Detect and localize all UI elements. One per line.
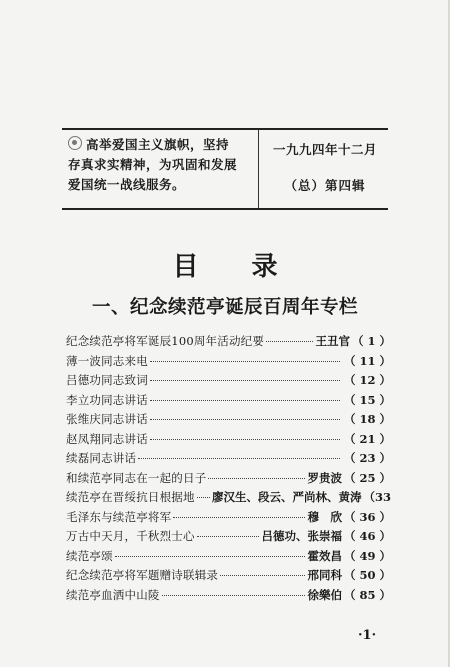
- entry-page: （ 49 ）: [343, 548, 391, 563]
- entry-page: （ 25 ）: [343, 470, 391, 485]
- entry-author: 吕德功、张崇福: [261, 529, 342, 543]
- entry-title: 吕德功同志致词: [66, 373, 148, 387]
- toc-entry[interactable]: [66, 587, 391, 607]
- entry-author: 廖汉生、段云、严尚林、黄涛: [211, 490, 362, 504]
- entry-page: （ 36 ）: [343, 509, 391, 524]
- dot-leader: [266, 341, 313, 342]
- dot-leader: [197, 536, 260, 537]
- entry-page: （ 21 ）: [343, 431, 391, 446]
- toc-entry[interactable]: [66, 411, 391, 431]
- entry-page: （ 46 ）: [343, 529, 391, 543]
- issue-number: （总）第四辑: [284, 178, 366, 193]
- entry-page: （ 85 ）: [343, 587, 391, 602]
- dot-leader: [150, 361, 340, 362]
- entry-title: 张维庆同志讲话: [66, 412, 148, 426]
- table-of-contents: [66, 333, 391, 606]
- entry-title: 毛泽东与续范亭将军: [66, 509, 172, 524]
- entry-page: （ 11 ）: [343, 353, 391, 368]
- entry-title: 续范亭颂: [66, 548, 113, 563]
- dot-leader: [173, 517, 305, 518]
- dot-leader: [150, 419, 340, 420]
- entry-title: 续范亭在晋绥抗日根据地: [66, 490, 195, 504]
- toc-entry[interactable]: [66, 450, 391, 470]
- entry-author: 王丑官: [315, 334, 350, 348]
- toc-entry[interactable]: [66, 333, 391, 353]
- circle-mark-icon: [68, 136, 82, 150]
- motto-line: 高举爱国主义旗帜，坚持: [68, 135, 254, 155]
- toc-entry[interactable]: [66, 528, 391, 548]
- entry-title: 和续范亭同志在一起的日子: [66, 470, 207, 485]
- entry-title: 续范亭血洒中山陵: [66, 587, 160, 602]
- dot-leader: [162, 595, 306, 596]
- entry-page: （ 18 ）: [343, 412, 391, 426]
- entry-title: 续磊同志讲话: [66, 451, 137, 465]
- toc-entry[interactable]: [66, 567, 391, 587]
- toc-entry[interactable]: [66, 470, 391, 490]
- toc-entry[interactable]: [66, 353, 391, 373]
- entry-title: 万古中天月，千秋烈士心: [66, 529, 195, 543]
- toc-entry[interactable]: [66, 392, 391, 412]
- toc-entry[interactable]: [66, 372, 391, 392]
- entry-author: 邢同科: [307, 568, 342, 582]
- entry-author: 徐樂伯: [307, 587, 342, 602]
- entry-page: （ 23 ）: [343, 451, 391, 465]
- dot-leader: [138, 458, 340, 459]
- dot-leader: [150, 380, 340, 381]
- motto-line: 爱国统一战线服务。: [68, 177, 186, 192]
- toc-entry[interactable]: [66, 548, 391, 568]
- page-number: ·1·: [358, 628, 377, 643]
- entry-author: 霍效昌: [307, 548, 342, 563]
- toc-entry[interactable]: [66, 489, 391, 509]
- journal-header: [62, 128, 388, 210]
- entry-page: （ 15 ）: [343, 392, 391, 407]
- toc-entry[interactable]: [66, 431, 391, 451]
- entry-title: 纪念续范亭将军题赠诗联辑录: [66, 568, 219, 582]
- entry-page: （ 1 ）: [351, 334, 391, 348]
- header-divider: [258, 130, 259, 208]
- publication-date: 一九九四年十二月: [272, 142, 377, 157]
- entry-title: 纪念续范亭将军诞辰100周年活动纪要: [66, 334, 265, 348]
- dot-leader: [208, 478, 305, 479]
- entry-title: 薄一波同志来电: [66, 353, 148, 368]
- entry-author: 罗贵波: [307, 470, 342, 485]
- toc-title: 目 录: [172, 252, 300, 282]
- dot-leader: [150, 439, 340, 440]
- toc-entry[interactable]: [66, 509, 391, 529]
- entry-author: 穆 欣: [307, 509, 342, 524]
- dot-leader: [115, 556, 306, 557]
- entry-page: （33: [363, 490, 391, 504]
- dot-leader: [150, 400, 340, 401]
- entry-page: （ 12 ）: [343, 373, 391, 387]
- entry-title: 赵凤翔同志讲话: [66, 431, 148, 446]
- motto-line: 存真求实精神，为巩固和发展: [68, 157, 238, 172]
- entry-page: （ 50 ）: [343, 568, 391, 582]
- dot-leader: [220, 575, 305, 576]
- section-title: 一、纪念续范亭诞辰百周年专栏: [91, 297, 358, 318]
- entry-title: 李立功同志讲话: [66, 392, 148, 407]
- motto: [68, 135, 254, 195]
- dot-leader: [197, 497, 210, 498]
